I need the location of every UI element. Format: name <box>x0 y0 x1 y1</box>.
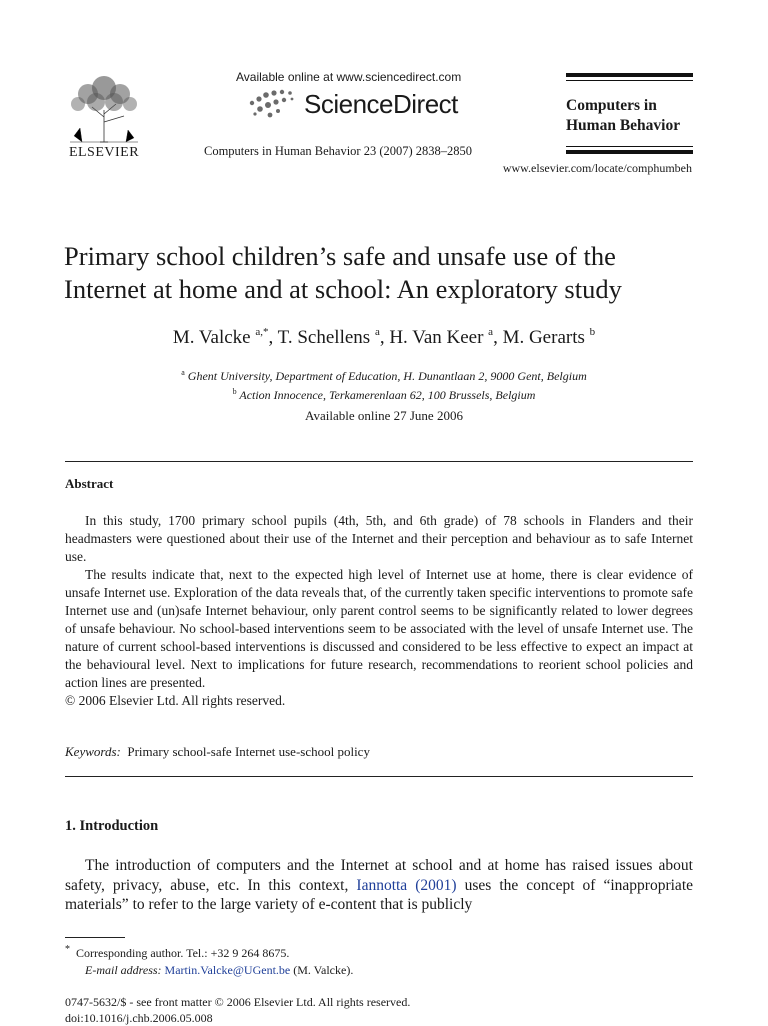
introduction-paragraph: The introduction of computers and the Internet at school and at home has raised issues about safety, privacy, abuse, etc. In this context, Iannotta (2001) uses the concept of “inappropriate materials” to refer to the large variety of e-content that is publicly <box>65 857 694 913</box>
footnote-corresponding: * Corresponding author. Tel.: +32 9 264 8675. <box>65 944 290 960</box>
journal-name <box>566 96 680 136</box>
section-heading-introduction: 1. Introduction <box>65 818 159 834</box>
author: T. Schellens $^a$, <box>277 326 390 348</box>
journal-citation: Computers in Human Behavior 23 (2007) 2838–2850 <box>204 144 473 158</box>
abstract-paragraph-2: The results indicate that, next to the expected high level of Internet use at home, there is clear evidence of unsafe Internet use. Exploration of the data reveals that, of the currently taken specific interventions to promote safe Internet use and (un)safe Internet behaviour, only parent control seems to be significantly related to lower degrees of unsafe behaviour. No school-based interventions seem to be associated with the level of unsafe Internet use. The nature of current school-based interventions is discussed and considered to be less effective to expect an impact at the behavioural level. Next to implications for future research, recommendations to reorient school policies and action lines are presented. <box>65 567 693 690</box>
sciencedirect-logo <box>246 86 458 122</box>
email-link[interactable]: Martin.Valcke@UGent.be <box>164 963 291 977</box>
affiliation-b: $^b$ Action Innocence, Terkamerenlaan 62, 100 Brussels, Belgium <box>232 387 536 402</box>
publisher-logo-text: ELSEVIER <box>68 145 140 160</box>
available-online-text: Available online at www.sciencedirect.com <box>236 70 462 84</box>
author-list <box>64 326 704 349</box>
abstract-bottom-divider <box>65 776 693 777</box>
abstract-body <box>65 512 693 710</box>
title-line-1: Primary school children’s safe and unsafe use of the <box>64 241 616 271</box>
affiliation-a: $^a$ Ghent University, Department of Education, H. Dunantlaan 2, 9000 Gent, Belgium <box>181 368 587 383</box>
journal-rule-top-thin <box>566 80 693 81</box>
author: M. Gerarts $^b$ <box>502 326 596 348</box>
author: H. Van Keer $^a$, <box>389 326 503 348</box>
sciencedirect-wordmark: ScienceDirect <box>304 88 458 119</box>
sciencedirect-dots-icon <box>246 87 298 121</box>
journal-rule-bottom-thin <box>566 146 693 147</box>
abstract-top-divider <box>65 461 693 462</box>
journal-rule-bottom <box>566 150 693 154</box>
title-line-2: Internet at home and at school: An exploratory study <box>64 274 622 304</box>
journal-name-line2: Human Behavior <box>566 117 681 134</box>
journal-name-line1: Computers in <box>566 97 657 114</box>
doi-line[interactable]: doi:10.1016/j.chb.2006.05.008 <box>65 1011 213 1025</box>
front-matter-info <box>65 994 410 1026</box>
abstract-paragraph-1: In this study, 1700 primary school pupils (4th, 5th, and 6th grade) of 78 schools in Flanders and their headmasters were questioned about their use of the Internet and their perception and behaviour as to safe Internet use. <box>65 513 693 564</box>
abstract-heading: Abstract <box>65 476 114 491</box>
author: M. Valcke $^{a,*}$, <box>172 326 278 348</box>
affiliations <box>64 365 704 403</box>
keywords-text: Primary school-safe Internet use-school policy <box>127 744 370 759</box>
available-online-date: Available online 27 June 2006 <box>305 408 463 423</box>
journal-url[interactable]: www.elsevier.com/locate/comphumbeh <box>502 161 692 175</box>
introduction-body <box>65 856 693 915</box>
article-title <box>64 240 704 306</box>
journal-rule-top <box>566 73 693 77</box>
footnote-email: E-mail address: Martin.Valcke@UGent.be (M. Valcke). <box>85 963 354 977</box>
footnote-divider <box>65 937 125 938</box>
tree-icon <box>64 72 144 144</box>
footnote <box>65 941 353 979</box>
citation-link-iannotta[interactable]: Iannotta (2001) <box>356 876 457 894</box>
keywords-label: Keywords: <box>65 744 121 759</box>
keywords <box>65 744 370 760</box>
issn-line: 0747-5632/$ - see front matter © 2006 Elsevier Ltd. All rights reserved. <box>65 995 411 1009</box>
abstract-copyright: © 2006 Elsevier Ltd. All rights reserved. <box>65 693 286 708</box>
